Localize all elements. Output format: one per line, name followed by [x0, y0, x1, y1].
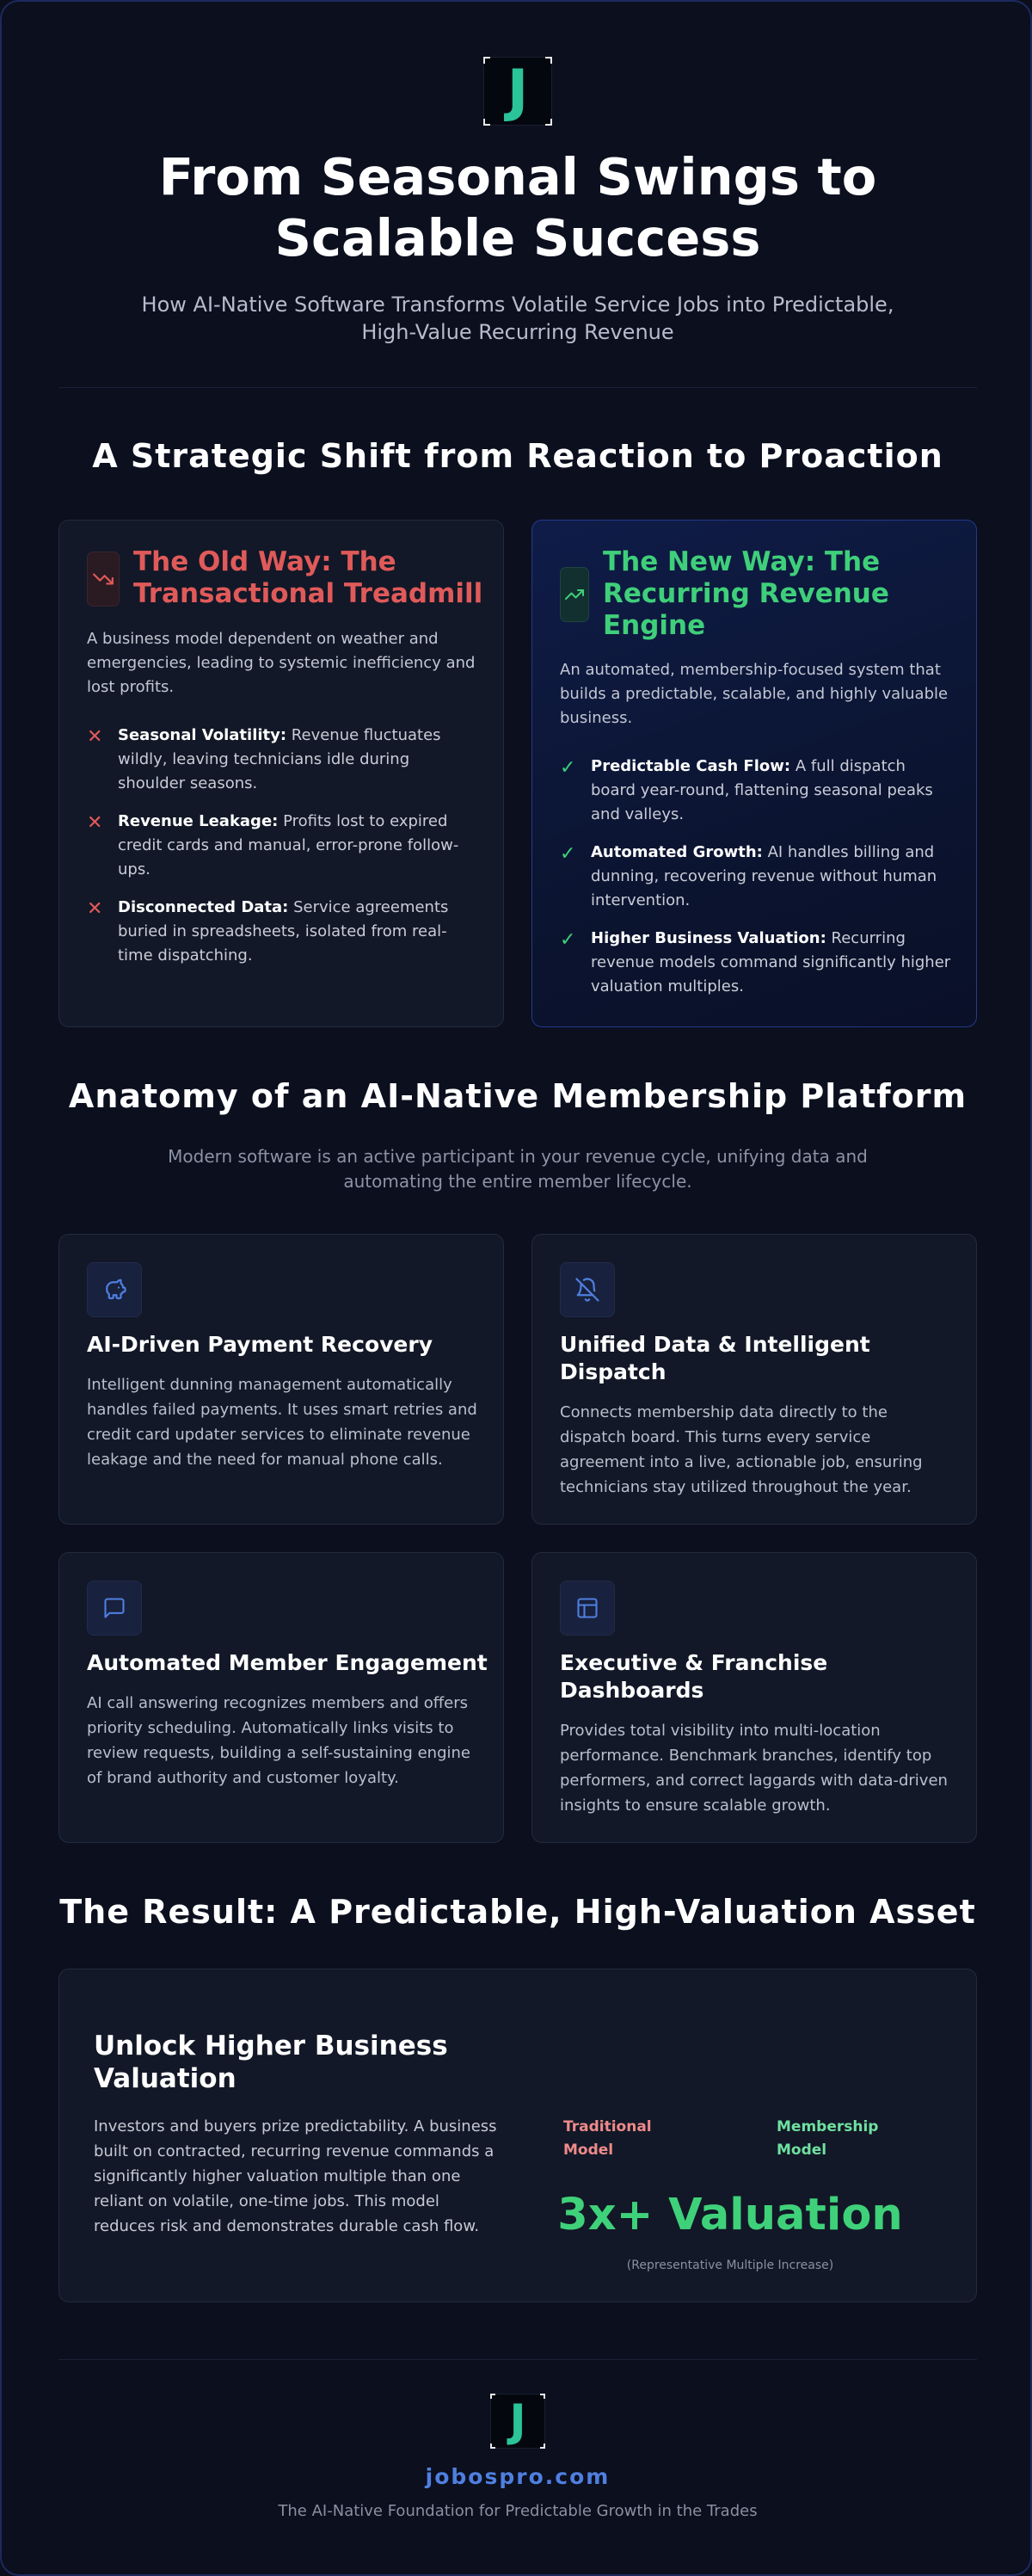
valuation-description: Investors and buyers prize predictability. A business built on contracted, recurring revenue commands a significantly higher valuation multiple than one reliant on volatile, one-time jobs. This model reduces risk and demonstrates durable cash flow.: [94, 2117, 497, 2235]
valuation-note: (Representative Multiple Increase): [626, 2259, 834, 2272]
check-icon: ✓: [560, 929, 576, 951]
x-icon: ✕: [87, 812, 103, 834]
old-way-title: The Old Way: The Transactional Treadmill: [133, 546, 483, 609]
anatomy-section-subtitle: Modern software is an active participant in your revenue cycle, unifying data and automating the entire member lifecycle.: [168, 1146, 868, 1192]
feature-description: Intelligent dunning management automatically handles failed payments. It uses smart retries and credit card updater services to eliminate revenue leakage and the need for manual phone calls.: [87, 1376, 477, 1469]
check-icon: ✓: [560, 843, 576, 865]
bullet-label: Higher Business Valuation:: [591, 929, 826, 947]
divider: [58, 2359, 977, 2360]
shift-section-title: A Strategic Shift from Reaction to Proaction: [92, 437, 943, 475]
bullet-text: Profits lost to expired credit cards and manual, error-prone follow-ups.: [118, 812, 459, 878]
divider: [58, 387, 977, 388]
page-title-line2: Scalable Success: [274, 208, 761, 268]
valuation-title: Unlock Higher Business Valuation: [94, 2031, 448, 2094]
logo-letter: J: [509, 2395, 526, 2447]
trending-down-icon: [87, 552, 120, 607]
piggy-bank-icon: [87, 1262, 142, 1317]
new-way-description: An automated, membership-focused system that builds a predictable, scalable, and highly valuable business.: [560, 661, 949, 727]
feature-title: Executive & Franchise Dashboards: [560, 1650, 828, 1703]
new-way-title: The New Way: The Recurring Revenue Engine: [603, 546, 889, 641]
feature-title: Unified Data & Intelligent Dispatch: [560, 1332, 870, 1384]
page-title: [2, 146, 1032, 268]
page-subtitle: How AI-Native Software Transforms Volatile Service Jobs into Predictable, High-Value Recurring Revenue: [141, 293, 894, 344]
feature-description: AI call answering recognizes members and offers priority scheduling. Automatically links visits to review requests, building a self-sustaining engine of brand authority and customer loyalty.: [87, 1694, 470, 1787]
bullet-label: Predictable Cash Flow:: [591, 757, 791, 775]
logo-letter: J: [507, 58, 529, 124]
footer-tagline: The AI-Native Foundation for Predictable Growth in the Trades: [278, 2502, 758, 2520]
message-icon: [87, 1581, 142, 1636]
layout-icon: [560, 1581, 615, 1636]
valuation-multiple: 3x+ Valuation: [557, 2190, 903, 2240]
bullet-text: A full dispatch board year-round, flattening seasonal peaks and valleys.: [591, 757, 933, 823]
bell-off-icon: [560, 1262, 615, 1317]
feature-title: Automated Member Engagement: [87, 1650, 488, 1675]
footer-link[interactable]: jobospro.com: [425, 2464, 611, 2489]
feature-description: Provides total visibility into multi-location performance. Benchmark branches, identify top performers, and correct laggards with data-driven insights to ensure scalable growth.: [560, 1722, 948, 1815]
check-icon: ✓: [560, 757, 576, 779]
traditional-model-label: Traditional Model: [563, 2118, 652, 2159]
x-icon: ✕: [87, 898, 103, 920]
result-section-title: The Result: A Predictable, High-Valuation Asset: [59, 1893, 976, 1931]
bullet-label: Automated Growth:: [591, 843, 763, 861]
membership-model-label: Membership Model: [777, 2118, 879, 2159]
bullet-label: Revenue Leakage:: [118, 812, 279, 830]
feature-card: [531, 1552, 977, 1843]
feature-description: Connects membership data directly to the dispatch board. This turns every service agreement into a live, actionable job, ensuring technicians stay utilized throughout the year.: [560, 1403, 923, 1496]
old-way-card: [58, 520, 504, 1027]
feature-card: [58, 1552, 504, 1843]
brand-logo: [483, 57, 552, 126]
feature-title: AI-Driven Payment Recovery: [87, 1332, 433, 1357]
bullet-label: Seasonal Volatility:: [118, 726, 287, 744]
trending-up-icon: [560, 567, 589, 622]
bullet-text: AI handles billing and dunning, recovering revenue without human intervention.: [591, 843, 937, 909]
feature-card: [531, 1234, 977, 1525]
bullet-text: Service agreements buried in spreadsheets, isolated from real-time dispatching.: [118, 898, 449, 964]
valuation-card: [58, 1969, 977, 2302]
anatomy-section-title: Anatomy of an AI-Native Membership Platform: [68, 1077, 968, 1115]
new-way-card: [531, 520, 977, 1027]
page-title-line1: From Seasonal Swings to: [158, 147, 877, 206]
bullet-label: Disconnected Data:: [118, 898, 289, 916]
footer-logo: [490, 2394, 545, 2449]
x-icon: ✕: [87, 726, 103, 748]
feature-card: [58, 1234, 504, 1525]
bullet-text: Revenue fluctuates wildly, leaving technicians idle during shoulder seasons.: [118, 726, 441, 792]
bullet-text: Recurring revenue models command significantly higher valuation multiples.: [591, 929, 951, 995]
old-way-description: A business model dependent on weather and emergencies, leading to systemic inefficiency and lost profits.: [87, 630, 476, 696]
